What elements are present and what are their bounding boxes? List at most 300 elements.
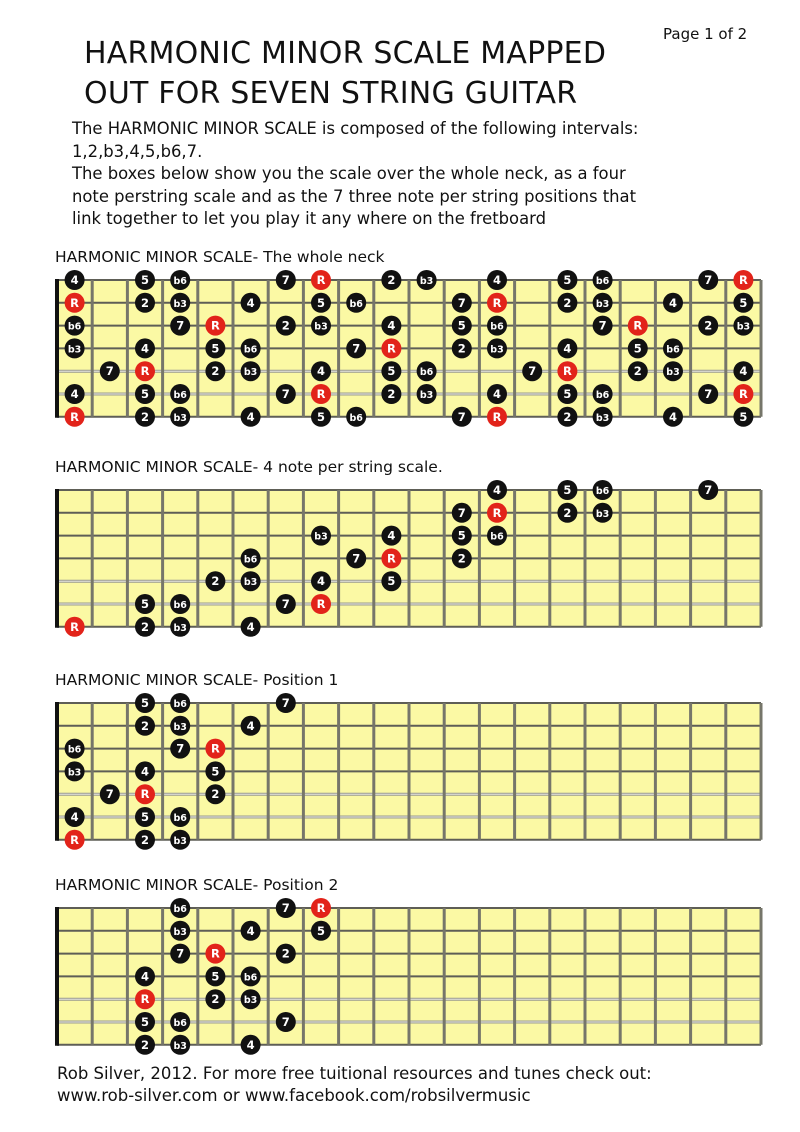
footer-links: www.rob-silver.com or www.facebook.com/robsilvermusic: [57, 1086, 531, 1105]
note-label: 7: [704, 483, 713, 497]
scale-note-dot: [733, 407, 753, 427]
scale-note-dot: [663, 407, 683, 427]
note-label: 7: [176, 318, 185, 333]
scale-note-dot: [241, 1035, 261, 1055]
note-label: 4: [246, 619, 255, 634]
note-label: 7: [528, 364, 537, 379]
note-label: b3: [595, 298, 610, 310]
scale-note-dot: [135, 761, 155, 781]
root-note-dot: [205, 739, 225, 759]
scale-note-dot: [170, 807, 190, 827]
note-label: 7: [105, 787, 114, 802]
note-label: b6: [173, 813, 187, 824]
scale-note-dot: [487, 316, 507, 336]
section-title-whole-neck: HARMONIC MINOR SCALE- The whole neck: [55, 248, 385, 266]
note-label: b6: [67, 321, 82, 333]
note-label: b3: [595, 508, 610, 520]
scale-note-dot: [241, 293, 261, 313]
scale-note-dot: [276, 270, 296, 290]
note-label: 5: [140, 597, 150, 611]
page-number: Page 1 of 2: [663, 25, 748, 43]
scale-note-dot: [628, 338, 648, 358]
scale-note-dot: [135, 966, 155, 986]
note-label: R: [70, 832, 80, 847]
root-note-dot: [311, 270, 331, 290]
note-label: 4: [246, 295, 255, 310]
note-label: R: [316, 387, 326, 401]
note-label: b6: [67, 744, 82, 756]
scale-note-dot: [311, 361, 331, 381]
scale-note-dot: [241, 361, 261, 381]
note-label: 7: [105, 364, 114, 379]
note-label: R: [70, 409, 80, 424]
note-label: b6: [173, 699, 187, 710]
scale-note-dot: [452, 316, 472, 336]
note-label: R: [492, 505, 502, 520]
scale-note-dot: [205, 571, 225, 591]
root-note-dot: [135, 784, 155, 804]
note-label: 2: [387, 273, 396, 287]
note-label: 7: [457, 295, 466, 310]
fretboard-4: [57, 898, 761, 1055]
scale-note-dot: [663, 293, 683, 313]
note-label: R: [140, 992, 150, 1007]
scale-note-dot: [346, 293, 366, 313]
title-line-1: HARMONIC MINOR SCALE MAPPED: [84, 36, 607, 71]
note-label: R: [210, 741, 220, 756]
note-label: 2: [563, 505, 572, 520]
scale-note-dot: [135, 293, 155, 313]
note-label: 7: [457, 409, 466, 424]
scale-note-dot: [100, 361, 120, 381]
note-label: b3: [243, 367, 258, 379]
note-label: 5: [211, 969, 220, 984]
note-label: 2: [281, 946, 290, 961]
root-note-dot: [65, 293, 85, 313]
scale-note-dot: [593, 316, 613, 336]
root-note-dot: [733, 270, 753, 290]
scale-note-dot: [311, 921, 331, 941]
note-label: 2: [211, 992, 220, 1007]
scale-note-dot: [557, 293, 577, 313]
scale-note-dot: [135, 407, 155, 427]
note-label: 5: [739, 409, 748, 424]
note-label: 4: [492, 483, 502, 497]
scale-note-dot: [381, 270, 401, 290]
scale-note-dot: [487, 480, 507, 500]
note-label: b3: [595, 412, 610, 424]
note-label: b6: [173, 904, 187, 915]
scale-note-dot: [557, 480, 577, 500]
scale-note-dot: [100, 784, 120, 804]
note-label: b3: [314, 531, 328, 543]
scale-note-dot: [135, 270, 155, 290]
note-label: 7: [704, 387, 713, 401]
footer-credit: Rob Silver, 2012. For more free tuitional resources and tunes check out:: [57, 1064, 652, 1083]
note-label: R: [210, 318, 220, 333]
scale-note-dot: [452, 526, 472, 546]
scale-note-dot: [417, 384, 437, 404]
note-label: 7: [352, 551, 361, 566]
scale-note-dot: [487, 526, 507, 546]
note-label: 2: [211, 787, 220, 802]
note-label: 5: [316, 409, 326, 424]
note-label: b6: [173, 276, 187, 287]
scale-note-dot: [170, 716, 190, 736]
note-label: 5: [739, 295, 748, 310]
note-label: b3: [173, 298, 187, 310]
note-label: 5: [633, 341, 642, 356]
note-label: 2: [457, 551, 466, 566]
note-label: 2: [140, 295, 150, 310]
scale-note-dot: [452, 503, 472, 523]
note-label: 7: [176, 946, 185, 961]
scale-note-dot: [205, 761, 225, 781]
scale-note-dot: [65, 761, 85, 781]
scale-note-dot: [593, 293, 613, 313]
note-label: 2: [140, 832, 150, 847]
scale-note-dot: [170, 944, 190, 964]
scale-note-dot: [170, 316, 190, 336]
note-label: 2: [563, 295, 572, 310]
note-label: 7: [176, 741, 185, 756]
scale-note-dot: [733, 316, 753, 336]
scale-note-dot: [241, 617, 261, 637]
note-label: b3: [67, 344, 82, 356]
note-label: 5: [140, 696, 150, 710]
note-label: b6: [243, 554, 258, 566]
root-note-dot: [628, 316, 648, 336]
scale-note-dot: [417, 270, 437, 290]
note-label: R: [738, 273, 748, 287]
scale-note-dot: [170, 617, 190, 637]
scale-note-dot: [170, 384, 190, 404]
note-label: 7: [457, 505, 466, 520]
scale-note-dot: [65, 270, 85, 290]
note-label: b3: [666, 367, 680, 379]
scale-note-dot: [135, 617, 155, 637]
note-label: 7: [281, 273, 290, 287]
scale-note-dot: [452, 338, 472, 358]
scale-note-dot: [557, 384, 577, 404]
root-note-dot: [311, 898, 331, 918]
scale-note-dot: [170, 830, 190, 850]
note-label: b3: [173, 622, 187, 634]
scale-note-dot: [135, 594, 155, 614]
scale-note-dot: [65, 739, 85, 759]
note-label: 5: [387, 364, 396, 379]
note-label: 2: [457, 341, 466, 356]
footer: [57, 1063, 652, 1107]
scale-note-dot: [241, 407, 261, 427]
root-note-dot: [311, 594, 331, 614]
root-note-dot: [65, 407, 85, 427]
scale-note-dot: [733, 293, 753, 313]
scale-note-dot: [628, 361, 648, 381]
note-label: R: [316, 901, 326, 915]
note-label: 7: [281, 597, 290, 611]
scale-note-dot: [311, 293, 331, 313]
scale-note-dot: [593, 270, 613, 290]
note-label: 7: [281, 1015, 290, 1029]
scale-note-dot: [381, 316, 401, 336]
scale-note-dot: [276, 1012, 296, 1032]
note-label: 2: [211, 364, 220, 379]
note-label: 5: [316, 923, 326, 938]
scale-note-dot: [205, 784, 225, 804]
scale-note-dot: [65, 316, 85, 336]
note-label: 4: [246, 409, 255, 424]
scale-note-dot: [593, 384, 613, 404]
scale-note-dot: [346, 548, 366, 568]
scale-note-dot: [593, 503, 613, 523]
scale-note-dot: [698, 270, 718, 290]
scale-note-dot: [276, 594, 296, 614]
note-label: b3: [419, 276, 434, 287]
scale-note-dot: [241, 716, 261, 736]
root-note-dot: [487, 407, 507, 427]
note-label: R: [492, 295, 502, 310]
scale-note-dot: [487, 270, 507, 290]
note-label: 4: [70, 387, 79, 401]
note-label: 4: [140, 764, 150, 779]
scale-note-dot: [135, 1012, 155, 1032]
note-label: R: [562, 364, 572, 379]
scale-note-dot: [65, 807, 85, 827]
scale-note-dot: [487, 384, 507, 404]
intro-line: 1,2,b3,4,5,b6,7.: [72, 141, 203, 161]
scale-note-dot: [241, 571, 261, 591]
note-label: b6: [595, 276, 610, 287]
scale-note-dot: [593, 480, 613, 500]
scale-note-dot: [241, 989, 261, 1009]
note-label: R: [633, 318, 643, 333]
scale-note-dot: [346, 407, 366, 427]
scale-note-dot: [205, 966, 225, 986]
note-label: 2: [563, 409, 572, 424]
scale-note-dot: [276, 898, 296, 918]
scale-note-dot: [557, 338, 577, 358]
scale-note-dot: [205, 989, 225, 1009]
scale-note-dot: [593, 407, 613, 427]
note-label: 5: [140, 810, 150, 824]
intro-line: link together to let you play it any where on the fretboard: [72, 209, 546, 229]
scale-note-dot: [65, 384, 85, 404]
scale-note-dot: [381, 361, 401, 381]
scale-note-dot: [170, 693, 190, 713]
scale-note-dot: [663, 361, 683, 381]
note-label: 2: [211, 574, 220, 589]
root-note-dot: [733, 384, 753, 404]
fretboard-2: [57, 480, 761, 637]
root-note-dot: [205, 316, 225, 336]
scale-note-dot: [557, 270, 577, 290]
scale-note-dot: [452, 407, 472, 427]
note-label: b3: [736, 321, 751, 333]
root-note-dot: [311, 384, 331, 404]
note-label: b6: [173, 600, 187, 611]
scale-note-dot: [311, 526, 331, 546]
note-label: b6: [595, 390, 610, 401]
note-label: 2: [140, 718, 150, 733]
scale-note-dot: [276, 944, 296, 964]
scale-note-dot: [170, 1035, 190, 1055]
note-label: 5: [563, 387, 572, 401]
note-label: R: [140, 364, 150, 379]
scale-note-dot: [276, 693, 296, 713]
root-note-dot: [487, 503, 507, 523]
root-note-dot: [381, 548, 401, 568]
note-label: 4: [140, 969, 150, 984]
note-label: b6: [349, 412, 363, 424]
note-label: b6: [419, 367, 434, 379]
scale-note-dot: [557, 407, 577, 427]
scale-note-dot: [487, 338, 507, 358]
scale-note-dot: [135, 716, 155, 736]
scale-note-dot: [170, 293, 190, 313]
fretboard-1: [57, 270, 761, 427]
note-label: 7: [281, 696, 290, 710]
note-label: 5: [316, 295, 326, 310]
scale-note-dot: [346, 338, 366, 358]
note-label: 4: [668, 409, 678, 424]
note-label: 2: [281, 318, 290, 333]
note-label: 5: [457, 318, 466, 333]
scale-note-dot: [698, 480, 718, 500]
note-label: b3: [314, 321, 328, 333]
note-label: 2: [704, 318, 713, 333]
note-label: 4: [739, 364, 748, 379]
note-label: 7: [704, 273, 713, 287]
note-label: 5: [211, 341, 220, 356]
note-label: b3: [173, 926, 187, 938]
scale-note-dot: [135, 1035, 155, 1055]
note-label: R: [140, 787, 150, 802]
note-label: 4: [492, 273, 502, 287]
title-line-2: OUT FOR SEVEN STRING GUITAR: [84, 76, 578, 111]
scale-note-dot: [170, 594, 190, 614]
note-label: 7: [281, 387, 290, 401]
note-label: 2: [633, 364, 642, 379]
note-label: R: [492, 409, 502, 424]
note-label: 4: [387, 318, 396, 333]
note-label: R: [316, 273, 326, 287]
scale-note-dot: [698, 316, 718, 336]
note-label: 4: [246, 1037, 255, 1052]
note-label: 4: [246, 718, 255, 733]
scale-note-dot: [170, 898, 190, 918]
root-note-dot: [487, 293, 507, 313]
note-label: b3: [419, 390, 434, 401]
note-label: b3: [243, 995, 258, 1007]
scale-note-dot: [522, 361, 542, 381]
note-label: 5: [140, 1015, 150, 1029]
note-label: 4: [140, 341, 150, 356]
note-label: b6: [349, 298, 363, 310]
scale-note-dot: [417, 361, 437, 381]
scale-note-dot: [698, 384, 718, 404]
scale-note-dot: [311, 407, 331, 427]
root-note-dot: [135, 989, 155, 1009]
note-label: R: [386, 341, 396, 356]
note-label: R: [210, 946, 220, 961]
note-label: 5: [387, 574, 396, 589]
fretboard-3: [57, 693, 761, 850]
note-label: 5: [457, 528, 466, 543]
scale-note-dot: [65, 338, 85, 358]
note-label: 2: [140, 409, 150, 424]
section-title-position-2: HARMONIC MINOR SCALE- Position 2: [55, 876, 339, 894]
scale-note-dot: [135, 807, 155, 827]
scale-note-dot: [733, 361, 753, 381]
scale-note-dot: [205, 338, 225, 358]
section-title-position-1: HARMONIC MINOR SCALE- Position 1: [55, 671, 339, 689]
note-label: 4: [70, 810, 79, 824]
note-label: 4: [70, 273, 79, 287]
note-label: R: [70, 619, 80, 634]
note-label: b3: [173, 412, 187, 424]
note-label: 2: [140, 1037, 150, 1052]
note-label: 5: [140, 387, 150, 401]
scale-note-dot: [170, 407, 190, 427]
scale-note-dot: [170, 739, 190, 759]
note-label: 4: [316, 574, 326, 589]
note-label: b3: [173, 1040, 187, 1052]
note-label: b3: [173, 835, 187, 847]
root-note-dot: [205, 944, 225, 964]
note-label: 7: [598, 318, 607, 333]
note-label: 4: [563, 341, 572, 356]
root-note-dot: [65, 830, 85, 850]
note-label: b6: [243, 972, 258, 984]
note-label: 4: [316, 364, 326, 379]
note-label: b3: [173, 721, 187, 733]
scale-note-dot: [276, 384, 296, 404]
note-label: b6: [666, 344, 680, 356]
note-label: b3: [243, 577, 258, 589]
note-label: R: [70, 295, 80, 310]
note-label: 5: [563, 483, 572, 497]
note-label: b6: [490, 321, 504, 333]
note-label: 5: [140, 273, 150, 287]
root-note-dot: [381, 338, 401, 358]
scale-note-dot: [135, 384, 155, 404]
note-label: 4: [492, 387, 502, 401]
scale-note-dot: [452, 293, 472, 313]
scale-note-dot: [311, 316, 331, 336]
section-title-four-note: HARMONIC MINOR SCALE- 4 note per string scale.: [55, 458, 443, 476]
note-label: 2: [140, 619, 150, 634]
scale-note-dot: [135, 693, 155, 713]
note-label: 7: [281, 901, 290, 915]
note-label: 2: [387, 387, 396, 401]
intro-line: The boxes below show you the scale over the whole neck, as a four: [72, 164, 626, 184]
note-label: R: [738, 387, 748, 401]
scale-note-dot: [381, 571, 401, 591]
note-label: 4: [387, 528, 396, 543]
note-label: b6: [490, 531, 504, 543]
note-label: 5: [563, 273, 572, 287]
note-label: b3: [490, 344, 504, 356]
scale-note-dot: [663, 338, 683, 358]
note-label: R: [316, 597, 326, 611]
scale-note-dot: [241, 338, 261, 358]
note-label: b6: [595, 486, 610, 497]
scale-note-dot: [170, 1012, 190, 1032]
scale-note-dot: [170, 270, 190, 290]
note-label: b6: [243, 344, 258, 356]
scale-note-dot: [311, 571, 331, 591]
